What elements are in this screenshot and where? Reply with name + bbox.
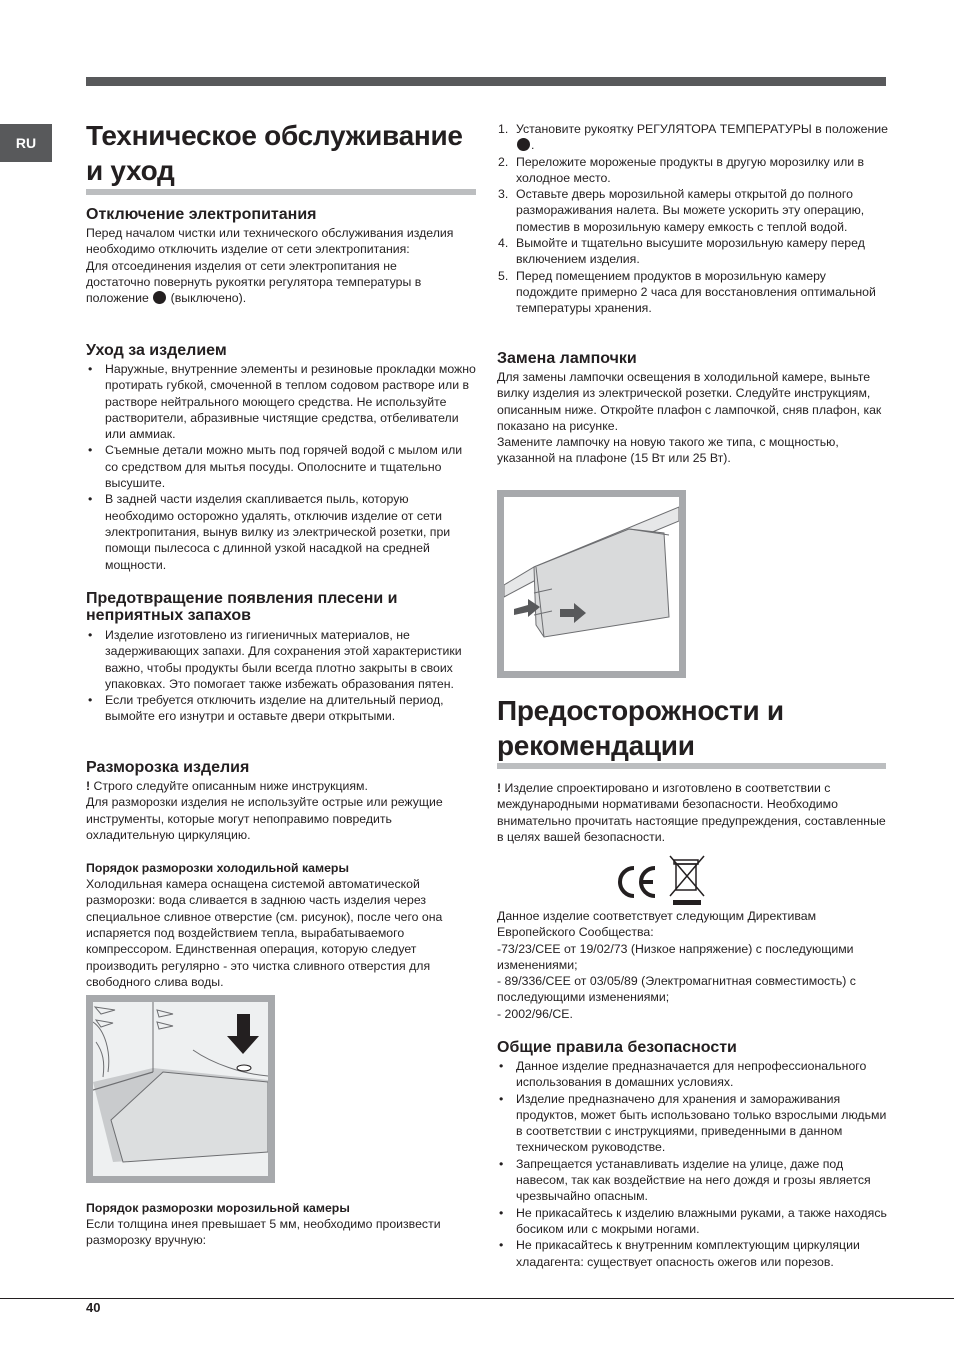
list-item: • Изделие предназначено для хранения и замораживания продуктов, может быть использовано только взрослыми людьми в соответствии с инструкциями, приведенными в данном техническом руководстве. <box>497 1091 889 1156</box>
paragraph: Перед началом чистки или технического обслуживания изделия необходимо отключить изделие от сети электропитания: <box>86 226 454 257</box>
section-heading: Уход за изделием <box>86 342 227 359</box>
bullet-list <box>497 1058 889 1270</box>
title-rule <box>497 763 886 769</box>
step-number: 2. <box>498 154 509 169</box>
paragraph-text: Для отсоединения изделия от сети электропитания не достаточно повернуть рукоятки регулятора температуры в положение <box>86 258 422 306</box>
paragraph: Замените лампочку на новую такого же типа, с мощностью, указанной на плафоне (15 Вт или 25 Вт). <box>497 435 839 466</box>
filled-circle-icon <box>517 138 530 151</box>
section-safety <box>497 1039 889 1270</box>
section-heading: Замена лампочки <box>497 350 637 367</box>
precautions-title-line1: Предосторожности и <box>497 695 784 726</box>
section-care <box>86 342 476 573</box>
list-item: • Запрещается устанавливать изделие на улице, даже под навесом, так как воздействие на него дождя и грозы является чрезвычайно опасным. <box>497 1156 889 1205</box>
list-item: • Не прикасайтесь к изделию влажными руками, а также находясь босиком или с мокрыми ногами. <box>497 1205 889 1238</box>
list-item: • Изделие изготовлено из гигиеничных материалов, не задерживающих запахи. Для сохранения этой характеристики важно, чтобы продукты были всегда плотно закрыты в своих упаковках. Это помогает также избежать образования пятен. <box>86 627 476 692</box>
main-title-line2: и уход <box>86 155 175 186</box>
list-item <box>497 186 889 235</box>
drain-illustration <box>93 1002 268 1176</box>
warning-mark: ! <box>86 779 91 793</box>
numbered-list <box>497 121 889 317</box>
main-title <box>86 118 476 195</box>
section-lamp <box>497 350 889 467</box>
warning-paragraph <box>497 780 889 845</box>
paragraph-text: Изделие спроектировано и изготовлено в соответствии с международными нормативами безопасности. Необходимо внимательно прочитать настоящие предупреждения, составленные в целях вашей безопасности. <box>497 781 886 844</box>
step-text: Оставьте дверь морозильной камеры открытой до полного размораживания налета. Вы можете ускорить эту операцию, поместив в морозильную камеру емкость с теплой водой. <box>516 187 865 234</box>
bullet-list <box>86 361 476 573</box>
footer-rule <box>0 1298 954 1299</box>
language-tab: RU <box>0 124 52 162</box>
section-heading: Разморозка изделия <box>86 759 250 776</box>
paragraph: Холодильная камера оснащена системой автоматической разморозки: вода сливается в заднюю часть изделия через специальное сливное отверстие (см. рисунок), после чего она испаряется под воздействием тепла, вырабатываемого компрессором. Единственная операция, которую следует производить регулярно - это чистка сливного отверстия для свободного слива воды. <box>86 877 443 989</box>
step-text: Вымойте и тщательно высушите морозильную камеру перед включением изделия. <box>516 236 865 267</box>
paragraph-text: (выключено). <box>170 291 247 306</box>
crossed-bin-icon <box>670 856 704 905</box>
lamp-figure <box>497 490 686 678</box>
filled-circle-icon <box>153 291 166 304</box>
section-freezer-defrost <box>86 1200 476 1249</box>
ce-mark-icon <box>610 852 710 908</box>
paragraph: -73/23/CEE от 19/02/73 (Низкое напряжение) с последующими изменениями; <box>497 941 854 972</box>
page-number: 40 <box>86 1300 101 1315</box>
step-text: Переложите мороженые продукты в другую морозилку или в холодное место. <box>516 154 865 185</box>
step-text: Перед помещением продуктов в морозильную камеру подождите примерно 2 часа для восстановления оптимальной температуры хранения. <box>516 268 876 316</box>
warning-mark: ! <box>497 781 502 795</box>
list-item <box>497 235 889 268</box>
paragraph <box>86 258 458 307</box>
drain-figure <box>86 995 275 1183</box>
section-defrost <box>86 759 476 990</box>
paragraph: - 2002/96/CE. <box>497 1006 573 1021</box>
list-item: • Наружные, внутренние элементы и резиновые прокладки можно протирать губкой, смоченной в теплом содовом растворе или в растворе нейтрального моющего средства. Не используйте растворители, абразивные чистящие средства, отбеливатели или аммиак. <box>86 361 476 442</box>
list-item <box>497 154 889 187</box>
paragraph: - 89/336/CEE от 03/05/89 (Электромагнитная совместимость) с последующими изменениями; <box>497 974 856 1005</box>
paragraph: Для разморозки изделия не используйте острые или режущие инструменты, которые могут непоправимо повредить охладительную циркуляцию. <box>86 795 443 842</box>
paragraph <box>86 778 476 794</box>
title-rule <box>86 189 476 195</box>
list-item: • Если требуется отключить изделие на длительный период, вымойте его изнутри и оставьте двери открытыми. <box>86 692 476 725</box>
step-number: 4. <box>498 236 509 251</box>
paragraph: Для замены лампочки освещения в холодильной камере, выньте вилку изделия из электрической розетки. Следуйте инструкциям, описанным ниже. Откройте плафон с лампочкой, сняв плафон, как показано на рисунке. <box>497 370 882 433</box>
subheading: Порядок разморозки морозильной камеры <box>86 1201 350 1215</box>
step-text: Установите рукоятку РЕГУЛЯТОРА ТЕМПЕРАТУРЫ в положение <box>516 122 888 136</box>
subheading: Порядок разморозки холодильной камеры <box>86 861 349 876</box>
main-title-line1: Техническое обслуживание <box>86 120 463 151</box>
list-item: • Съемные детали можно мыть под горячей водой с мылом или со средством для мытья посуды. Ополосните и тщательно высушите. <box>86 442 476 491</box>
certification-marks <box>610 852 710 908</box>
list-item: • В задней части изделия скапливается пыль, которую необходимо осторожно удалять, отключив изделие от сети электропитания, вынув вилку из электрической розетки, при помощи пылесоса с длинной узкой насадкой на средней мощности. <box>86 491 476 572</box>
list-item: • Данное изделие предназначается для непрофессионального использования в домашних условиях. <box>497 1058 889 1091</box>
header-bar <box>86 77 886 86</box>
lamp-illustration <box>504 497 679 671</box>
section-heading: Отключение электропитания <box>86 206 317 223</box>
paragraph: Данное изделие соответствует следующим Директивам Европейского Сообщества: <box>497 909 817 940</box>
list-item <box>497 121 889 154</box>
directives <box>497 908 889 1022</box>
step-number: 1. <box>498 122 509 136</box>
precautions-title <box>497 693 889 769</box>
section-heading: Предотвращение появления плесени и неприятных запахов <box>86 590 398 624</box>
section-heading: Общие правила безопасности <box>497 1039 737 1056</box>
step-number: 3. <box>498 187 509 202</box>
precautions-title-line2: рекомендации <box>497 730 695 761</box>
section-power-off <box>86 206 458 306</box>
section-mold <box>86 590 476 725</box>
paragraph: Если толщина инея превышает 5 мм, необходимо произвести разморозку вручную: <box>86 1217 441 1248</box>
list-item <box>497 268 889 317</box>
step-text-end: . <box>531 138 535 153</box>
list-item: • Не прикасайтесь к внутренним комплектующим циркуляции хладагента: существует опасность ожегов или порезов. <box>497 1237 889 1270</box>
paragraph-text: Строго следуйте описанным ниже инструкциям. <box>93 779 368 793</box>
bullet-list <box>86 627 476 725</box>
step-number: 5. <box>498 268 509 283</box>
